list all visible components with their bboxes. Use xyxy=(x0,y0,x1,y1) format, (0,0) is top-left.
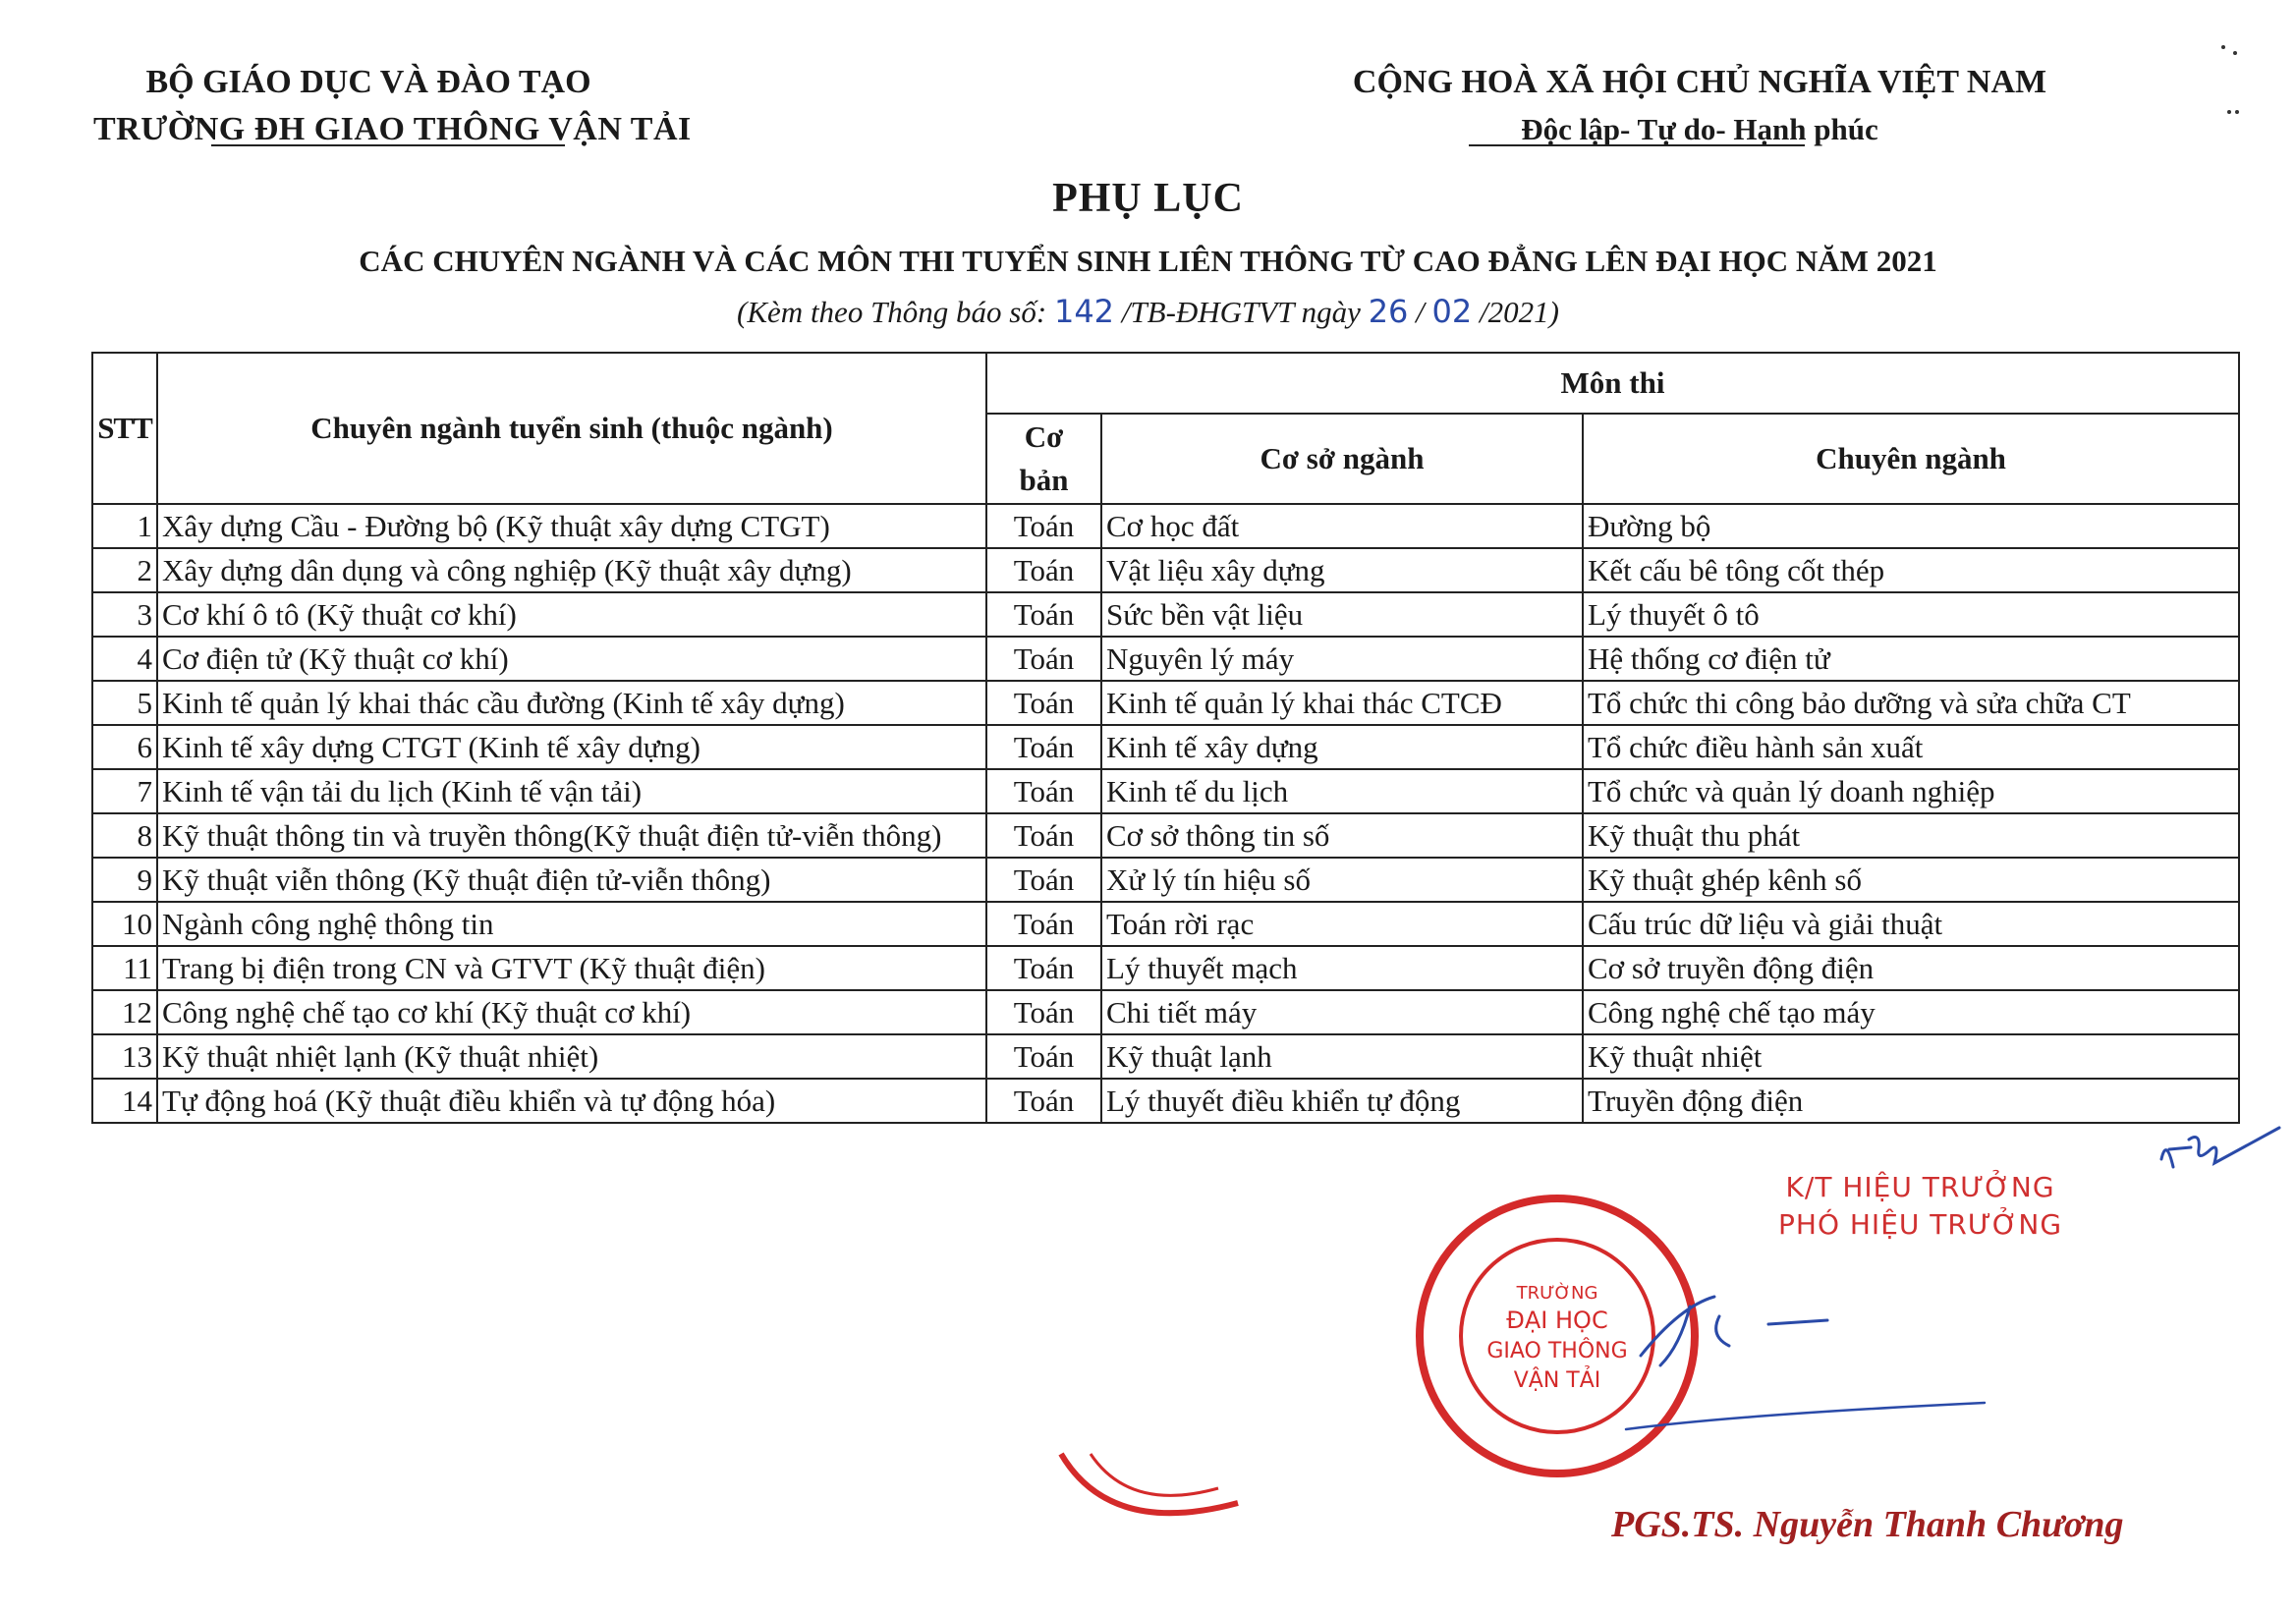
cell-specialty: Cấu trúc dữ liệu và giải thuật xyxy=(1583,902,2239,946)
university-name: TRƯỜNG ĐH GIAO THÔNG VẬN TẢI xyxy=(93,111,692,147)
cell-stt: 1 xyxy=(92,504,157,548)
cell-major: Cơ điện tử (Kỹ thuật cơ khí) xyxy=(157,637,986,681)
cell-specialty: Truyền động điện xyxy=(1583,1079,2239,1123)
scan-marks xyxy=(2215,39,2255,128)
table-row xyxy=(92,637,2239,681)
cell-foundation: Chi tiết máy xyxy=(1101,990,1583,1034)
cell-basic: Toán xyxy=(986,813,1101,858)
cell-stt: 9 xyxy=(92,858,157,902)
signature-title xyxy=(1778,1169,2062,1244)
cell-basic: Toán xyxy=(986,681,1101,725)
header-foundation: Cơ sở ngành xyxy=(1101,414,1583,504)
cell-major: Kỹ thuật nhiệt lạnh (Kỹ thuật nhiệt) xyxy=(157,1034,986,1079)
cell-specialty: Kỹ thuật ghép kênh số xyxy=(1583,858,2239,902)
reference-sep: / xyxy=(1408,295,1432,329)
signature-title-line2: PHÓ HIỆU TRƯỞNG xyxy=(1778,1208,2063,1241)
cell-major: Kỹ thuật thông tin và truyền thông(Kỹ thuật điện tử-viễn thông) xyxy=(157,813,986,858)
cell-foundation: Vật liệu xây dựng xyxy=(1101,548,1583,592)
cell-foundation: Kỹ thuật lạnh xyxy=(1101,1034,1583,1079)
page-subtitle: CÁC CHUYÊN NGÀNH VÀ CÁC MÔN THI TUYỂN SINH LIÊN THÔNG TỪ CAO ĐẲNG LÊN ĐẠI HỌC NĂM 2021 xyxy=(359,244,1937,278)
seal-text-4: VẬN TẢI xyxy=(1513,1368,1601,1393)
initials-signature xyxy=(2152,1120,2289,1189)
cell-major: Cơ khí ô tô (Kỹ thuật cơ khí) xyxy=(157,592,986,637)
table-row xyxy=(92,504,2239,548)
motto-underline xyxy=(1469,144,1805,146)
cell-major: Công nghệ chế tạo cơ khí (Kỹ thuật cơ khí) xyxy=(157,990,986,1034)
cell-basic: Toán xyxy=(986,902,1101,946)
cell-stt: 4 xyxy=(92,637,157,681)
reference-line xyxy=(0,293,2296,330)
national-motto: Độc lập- Tự do- Hạnh phúc xyxy=(1521,112,1878,146)
reference-mid: /TB-ĐHGTVT ngày xyxy=(1114,295,1369,329)
cell-basic: Toán xyxy=(986,637,1101,681)
cell-stt: 7 xyxy=(92,769,157,813)
table-row xyxy=(92,1034,2239,1079)
cell-stt: 2 xyxy=(92,548,157,592)
ministry-header xyxy=(93,59,692,153)
cell-foundation: Kinh tế quản lý khai thác CTCĐ xyxy=(1101,681,1583,725)
table-row xyxy=(92,548,2239,592)
cell-foundation: Lý thuyết mạch xyxy=(1101,946,1583,990)
cell-foundation: Nguyên lý máy xyxy=(1101,637,1583,681)
table-row xyxy=(92,990,2239,1034)
table-row xyxy=(92,902,2239,946)
header-exam: Môn thi xyxy=(986,353,2239,414)
cell-basic: Toán xyxy=(986,592,1101,637)
seal-text-2: ĐẠI HỌC xyxy=(1506,1307,1608,1334)
cell-basic: Toán xyxy=(986,769,1101,813)
cell-basic: Toán xyxy=(986,946,1101,990)
cell-specialty: Hệ thống cơ điện tử xyxy=(1583,637,2239,681)
table-row xyxy=(92,858,2239,902)
ministry-underline xyxy=(211,144,565,146)
cell-foundation: Kinh tế du lịch xyxy=(1101,769,1583,813)
cell-major: Xây dựng Cầu - Đường bộ (Kỹ thuật xây dựng CTGT) xyxy=(157,504,986,548)
cell-basic: Toán xyxy=(986,990,1101,1034)
cell-major: Kinh tế quản lý khai thác cầu đường (Kinh tế xây dựng) xyxy=(157,681,986,725)
cell-stt: 5 xyxy=(92,681,157,725)
cell-specialty: Đường bộ xyxy=(1583,504,2239,548)
cell-foundation: Sức bền vật liệu xyxy=(1101,592,1583,637)
reference-month: 02 xyxy=(1431,293,1473,330)
cell-specialty: Lý thuyết ô tô xyxy=(1583,592,2239,637)
table-body xyxy=(92,504,2239,1123)
cell-specialty: Công nghệ chế tạo máy xyxy=(1583,990,2239,1034)
handwritten-signature xyxy=(1621,1277,1994,1444)
cell-stt: 6 xyxy=(92,725,157,769)
header-stt: STT xyxy=(92,353,157,504)
table-row xyxy=(92,769,2239,813)
table-row xyxy=(92,1079,2239,1123)
cell-foundation: Kinh tế xây dựng xyxy=(1101,725,1583,769)
table-row xyxy=(92,946,2239,990)
cell-basic: Toán xyxy=(986,858,1101,902)
cell-major: Tự động hoá (Kỹ thuật điều khiển và tự động hóa) xyxy=(157,1079,986,1123)
table-row xyxy=(92,725,2239,769)
seal-text-1: TRƯỜNG xyxy=(1516,1283,1598,1304)
header-basic: Cơ bản xyxy=(986,414,1101,504)
cell-basic: Toán xyxy=(986,1079,1101,1123)
cell-major: Kinh tế xây dựng CTGT (Kinh tế xây dựng) xyxy=(157,725,986,769)
cell-stt: 13 xyxy=(92,1034,157,1079)
reference-number: 142 xyxy=(1053,293,1115,330)
page-title: PHỤ LỤC xyxy=(1052,176,1244,221)
cell-specialty: Kỹ thuật nhiệt xyxy=(1583,1034,2239,1079)
cell-specialty: Tổ chức và quản lý doanh nghiệp xyxy=(1583,769,2239,813)
cell-stt: 11 xyxy=(92,946,157,990)
header-specialty: Chuyên ngành xyxy=(1583,414,2239,504)
cell-foundation: Cơ sở thông tin số xyxy=(1101,813,1583,858)
cell-stt: 12 xyxy=(92,990,157,1034)
cell-major: Kỹ thuật viễn thông (Kỹ thuật điện tử-viễn thông) xyxy=(157,858,986,902)
cell-basic: Toán xyxy=(986,504,1101,548)
ministry-name: BỘ GIÁO DỤC VÀ ĐÀO TẠO xyxy=(145,64,591,100)
reference-prefix: (Kèm theo Thông báo số: xyxy=(737,295,1054,329)
signer-name: PGS.TS. Nguyễn Thanh Chương xyxy=(1611,1504,2124,1545)
cell-specialty: Tổ chức điều hành sản xuất xyxy=(1583,725,2239,769)
header-major: Chuyên ngành tuyển sinh (thuộc ngành) xyxy=(157,353,986,504)
cell-major: Ngành công nghệ thông tin xyxy=(157,902,986,946)
cell-specialty: Kết cấu bê tông cốt thép xyxy=(1583,548,2239,592)
cell-stt: 8 xyxy=(92,813,157,858)
cell-specialty: Kỹ thuật thu phát xyxy=(1583,813,2239,858)
reference-day: 26 xyxy=(1368,293,1409,330)
country-name: CỘNG HOÀ XÃ HỘI CHỦ NGHĨA VIỆT NAM xyxy=(1352,64,2047,100)
cell-major: Xây dựng dân dụng và công nghiệp (Kỹ thuật xây dựng) xyxy=(157,548,986,592)
cell-specialty: Tổ chức thi công bảo dưỡng và sửa chữa CT xyxy=(1583,681,2239,725)
cell-basic: Toán xyxy=(986,1034,1101,1079)
cell-foundation: Toán rời rạc xyxy=(1101,902,1583,946)
reference-suffix: /2021) xyxy=(1472,295,1559,329)
cell-stt: 14 xyxy=(92,1079,157,1123)
cell-major: Kinh tế vận tải du lịch (Kinh tế vận tải) xyxy=(157,769,986,813)
table-row xyxy=(92,592,2239,637)
cell-foundation: Xử lý tín hiệu số xyxy=(1101,858,1583,902)
partial-seal xyxy=(1051,1444,1248,1552)
cell-stt: 3 xyxy=(92,592,157,637)
cell-basic: Toán xyxy=(986,548,1101,592)
cell-foundation: Lý thuyết điều khiển tự động xyxy=(1101,1079,1583,1123)
exam-subjects-table xyxy=(91,352,2240,1124)
cell-stt: 10 xyxy=(92,902,157,946)
cell-major: Trang bị điện trong CN và GTVT (Kỹ thuật điện) xyxy=(157,946,986,990)
cell-specialty: Cơ sở truyền động điện xyxy=(1583,946,2239,990)
table-row xyxy=(92,813,2239,858)
table-row xyxy=(92,681,2239,725)
national-header xyxy=(1297,59,2102,153)
cell-foundation: Cơ học đất xyxy=(1101,504,1583,548)
seal-text-3: GIAO THÔNG xyxy=(1486,1339,1628,1363)
signature-title-line1: K/T HIỆU TRƯỞNG xyxy=(1785,1171,2055,1203)
cell-basic: Toán xyxy=(986,725,1101,769)
